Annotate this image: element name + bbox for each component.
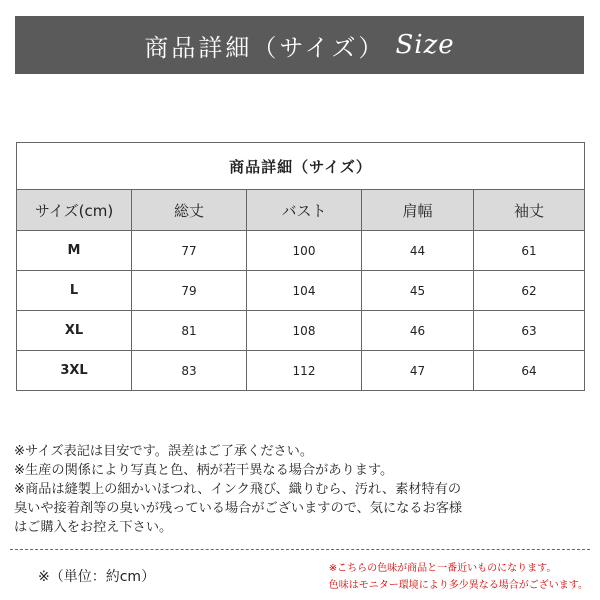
notes-block [14, 442, 594, 537]
note-line: はご購入をお控え下さい。 [14, 520, 173, 535]
cell-shoulder: 47 [362, 351, 474, 391]
cell-shoulder: 46 [362, 311, 474, 351]
size-label: M [17, 231, 132, 271]
note-line: ※生産の関係により写真と色、柄が若干異なる場合があります。 [14, 463, 394, 478]
size-table [16, 142, 585, 391]
cell-length: 81 [132, 311, 247, 351]
cell-bust: 100 [247, 231, 362, 271]
color-disclaimer [329, 560, 588, 594]
note-line: ※サイズ表記は目安です。誤差はご了承ください。 [14, 444, 314, 459]
table-row [17, 231, 585, 271]
size-label: XL [17, 311, 132, 351]
note-line: ※商品は縫製上の細かいほつれ、インク飛び、織りむら、汚れ、素材特有の [14, 482, 462, 497]
header-length: 総丈 [132, 190, 247, 231]
cell-sleeve: 63 [474, 311, 585, 351]
cell-sleeve: 62 [474, 271, 585, 311]
banner-title: 商品詳細（サイズ） [144, 33, 386, 62]
cell-bust: 112 [247, 351, 362, 391]
cell-sleeve: 64 [474, 351, 585, 391]
cell-length: 77 [132, 231, 247, 271]
cell-length: 83 [132, 351, 247, 391]
header-shoulder: 肩幅 [362, 190, 474, 231]
table-caption: 商品詳細（サイズ） [17, 143, 585, 190]
dashed-divider [10, 549, 590, 550]
unit-note: ※（単位：約cm） [38, 569, 156, 585]
banner-suffix: Size [395, 30, 455, 60]
cell-shoulder: 44 [362, 231, 474, 271]
header-sleeve: 袖丈 [474, 190, 585, 231]
size-label: 3XL [17, 351, 132, 391]
note-line: 臭いや接着剤等の臭いが残っている場合がございますので、気になるお客様 [14, 501, 463, 516]
cell-bust: 108 [247, 311, 362, 351]
header-bust: バスト [247, 190, 362, 231]
size-label: L [17, 271, 132, 311]
table-row [17, 311, 585, 351]
cell-sleeve: 61 [474, 231, 585, 271]
header-size: サイズ(cm) [17, 190, 132, 231]
disclaimer-line: 色味はモニター環境により多少異なる場合がございます。 [328, 580, 588, 591]
disclaimer-line: ※こちらの色味が商品と一番近いものになります。 [328, 563, 557, 574]
cell-bust: 104 [247, 271, 362, 311]
table-row [17, 271, 585, 311]
cell-length: 79 [132, 271, 247, 311]
cell-shoulder: 45 [362, 271, 474, 311]
title-banner [15, 16, 584, 74]
table-row [17, 351, 585, 391]
table-header-row [17, 190, 585, 231]
